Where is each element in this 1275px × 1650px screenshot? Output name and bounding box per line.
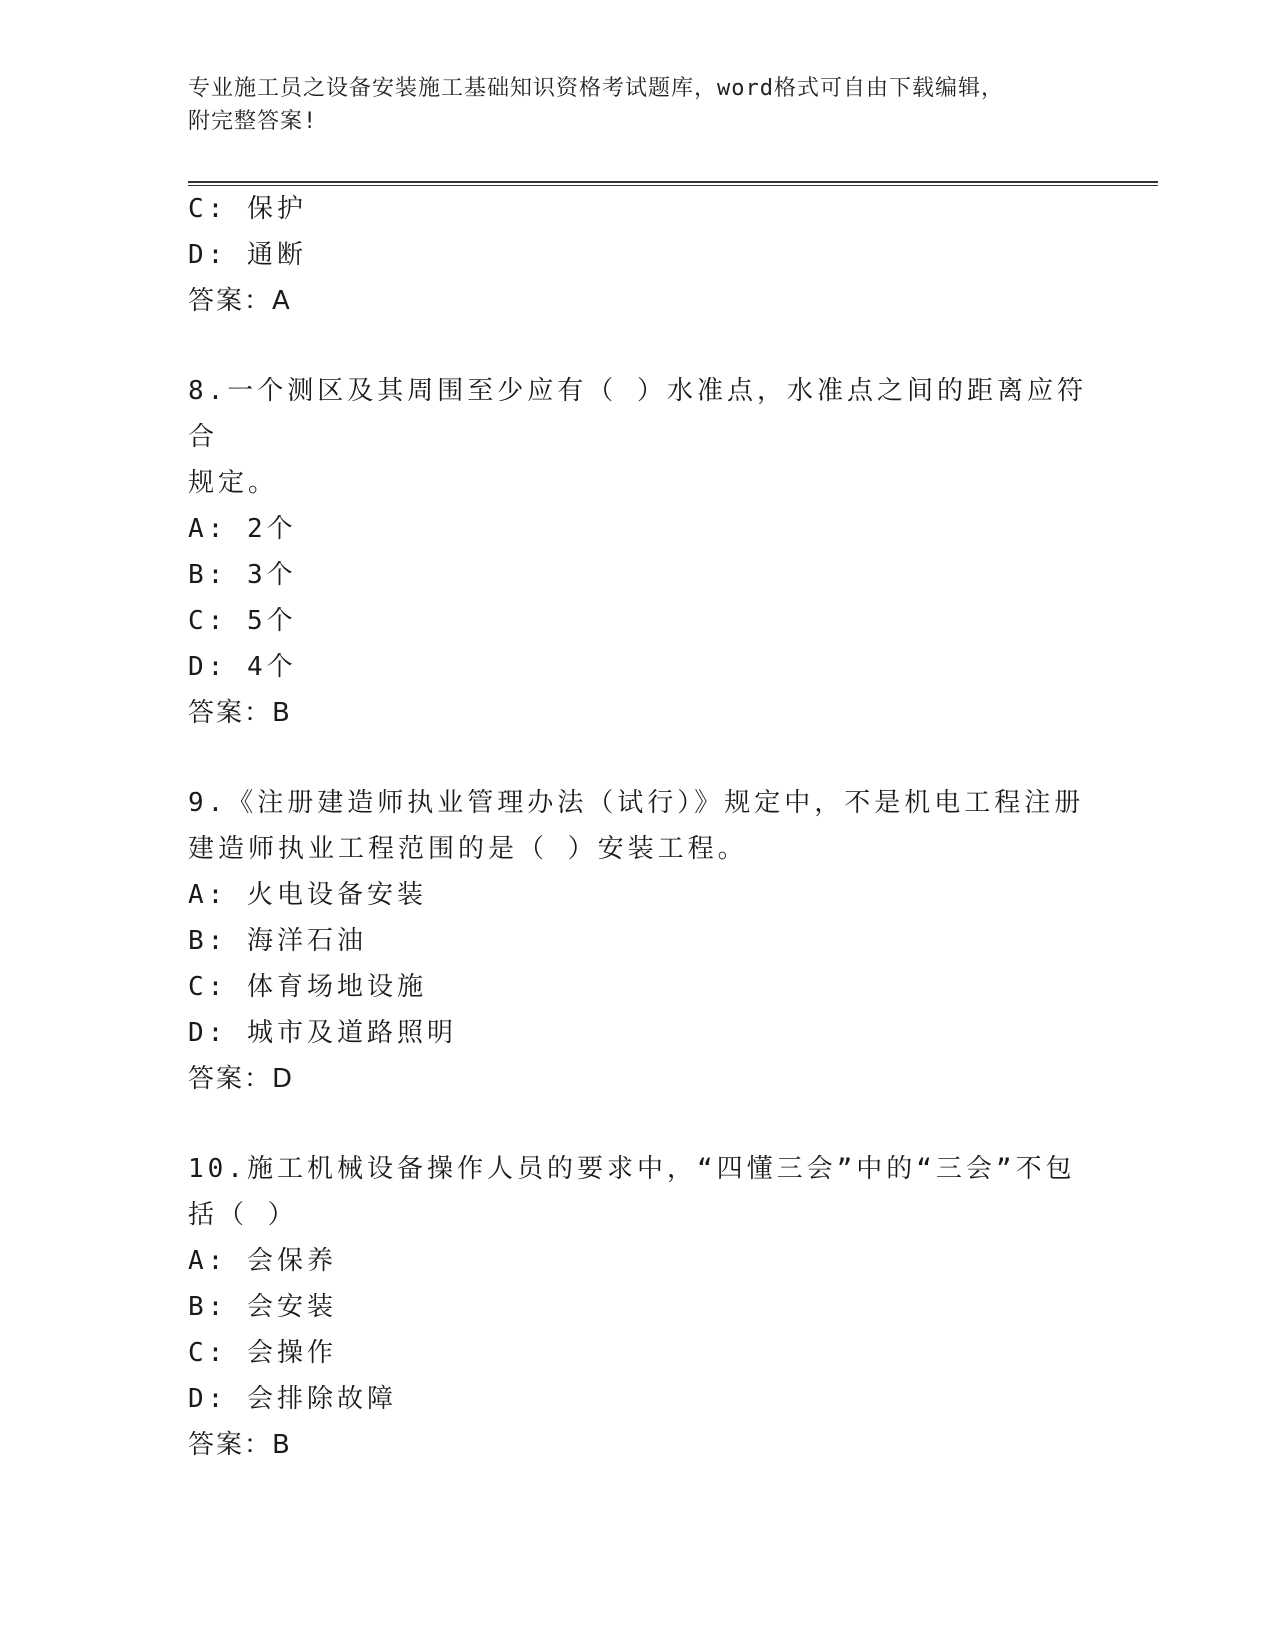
option-b: B: 会安装 — [188, 1292, 337, 1322]
option-c: C: 保护 — [188, 194, 307, 224]
option-a: A: 会保养 — [188, 1246, 337, 1276]
question-stem-line-1: 9.《注册建造师执业管理办法（试行）》规定中，不是机电工程注册 — [188, 788, 1085, 818]
option-c: C: 会操作 — [188, 1338, 337, 1368]
answer-line: 答案：A — [188, 286, 292, 316]
question-stem-line-1: 10.施工机械设备操作人员的要求中，“四懂三会”中的“三会”不包 — [188, 1154, 1076, 1184]
answer-line: 答案：D — [188, 1064, 295, 1094]
option-a: A: 火电设备安装 — [188, 880, 427, 910]
page-header — [188, 72, 1068, 138]
option-a: A: 2个 — [188, 514, 297, 544]
question-8 — [188, 368, 1088, 736]
option-d: D: 通断 — [188, 240, 307, 270]
header-title-line-2: 附完整答案! — [188, 109, 318, 134]
option-d: D: 会排除故障 — [188, 1384, 397, 1414]
option-c: C: 5个 — [188, 606, 297, 636]
question-stem-line-2: 规定。 — [188, 468, 279, 498]
question-stem-line-2: 括（ ） — [188, 1200, 298, 1230]
answer-line: 答案：B — [188, 698, 292, 728]
document-body — [188, 186, 1088, 1468]
option-d: D: 城市及道路照明 — [188, 1018, 457, 1048]
question-7-tail — [188, 186, 1088, 324]
question-stem-line-1: 8.一个测区及其周围至少应有（ ）水准点，水准点之间的距离应符合 — [188, 376, 1087, 452]
option-c: C: 体育场地设施 — [188, 972, 427, 1002]
option-b: B: 3个 — [188, 560, 297, 590]
question-9 — [188, 780, 1088, 1102]
option-b: B: 海洋石油 — [188, 926, 367, 956]
header-title-line-1: 专业施工员之设备安装施工基础知识资格考试题库，word格式可自由下载编辑， — [188, 76, 1004, 101]
question-stem-line-2: 建造师执业工程范围的是（ ）安装工程。 — [188, 834, 748, 864]
answer-line: 答案：B — [188, 1430, 292, 1460]
question-10 — [188, 1146, 1088, 1468]
option-d: D: 4个 — [188, 652, 297, 682]
